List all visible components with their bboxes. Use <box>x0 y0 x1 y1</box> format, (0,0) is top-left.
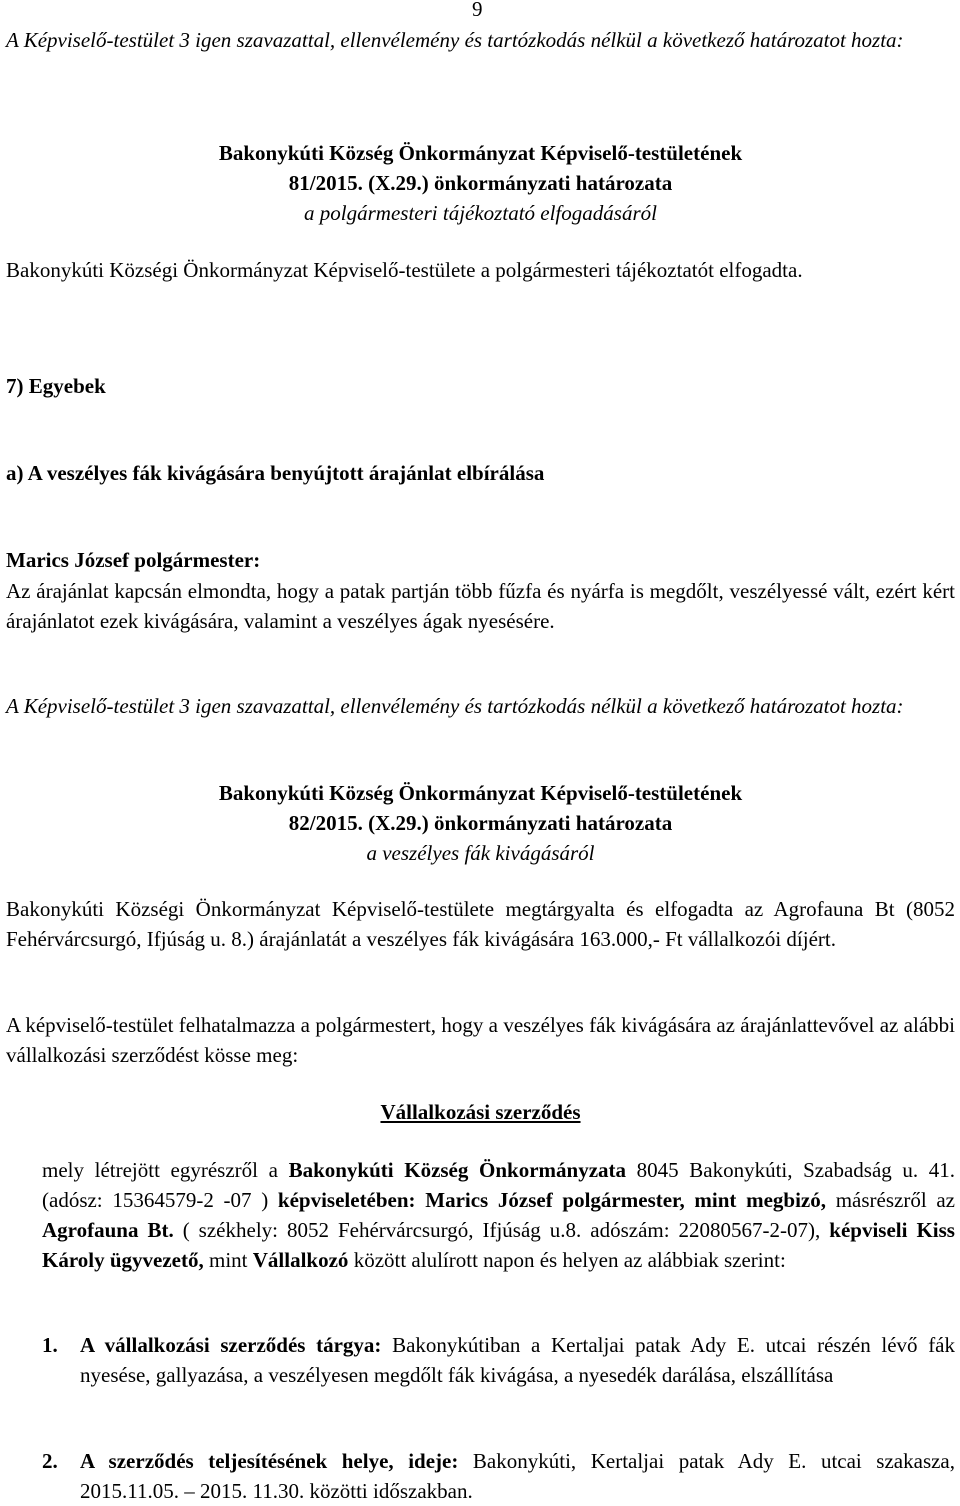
contract-item-1-body <box>80 1330 955 1390</box>
contract-title: Vállalkozási szerződés <box>380 1100 581 1124</box>
parties-text-2: 8045 Bakonykúti, Szabadság u. 41. (adósz: 15364579-2 -07 ) <box>42 1158 956 1212</box>
resolution-81-line2: 81/2015. (X.29.) önkormányzati határozata <box>288 171 673 195</box>
contract-item-1 <box>42 1330 955 1390</box>
speaker-text: Az árajánlat kapcsán elmondta, hogy a patak partján több fűzfa és nyárfa is megdőlt, veszélyessé vált, ezért kért árajánlatot ezek kivágására, valamint a veszélyes ágak nyesésére. <box>6 579 955 633</box>
resolution-81-header <box>6 138 955 228</box>
page-number: 9 <box>472 0 483 21</box>
vote-statement-2: A Képviselő-testület 3 igen szavazattal, ellenvélemény és tartózkodás nélkül a következő határozatot hozta: <box>6 694 904 718</box>
contract-item-2-text: Bakonykúti, Kertaljai patak Ady E. utcai szakasza, 2015.11.05. – 2015. 11.30. közötti időszakban. <box>80 1449 956 1503</box>
parties-contractor-role: Vállalkozó <box>252 1248 349 1272</box>
contract-item-1-text: Bakonykútiban a Kertaljai patak Ady E. utcai részén lévő fák nyesése, gallyazása, a veszélyesen megdőlt fák kivágása, a nyesedék darálása, elszállítása <box>80 1333 956 1387</box>
resolution-81-line3: a polgármesteri tájékoztató elfogadásáról <box>304 201 657 225</box>
parties-representative: képviseletében: Marics József polgármester, mint megbizó, <box>277 1188 826 1212</box>
contract-item-2-number: 2. <box>42 1449 58 1473</box>
parties-contractor: Agrofauna Bt. <box>42 1218 174 1242</box>
contract-item-2-body <box>80 1446 955 1506</box>
contract-item-1-label: A vállalkozási szerződés tárgya: <box>80 1333 382 1357</box>
resolution-81-body: Bakonykúti Községi Önkormányzat Képviselő-testülete a polgármesteri tájékoztatót elfogadta. <box>6 258 803 282</box>
authorization-text: A képviselő-testület felhatalmazza a polgármestert, hogy a veszélyes fák kivágására az árajánlattevővel az alábbi vállalkozási szerződést kösse meg: <box>6 1013 955 1067</box>
vote-statement-1: A Képviselő-testület 3 igen szavazattal, ellenvélemény és tartózkodás nélkül a következő határozatot hozta: <box>6 28 904 52</box>
resolution-81-line1: Bakonykúti Község Önkormányzat Képviselő-testületének <box>218 141 743 165</box>
resolution-82-body: Bakonykúti Községi Önkormányzat Képviselő-testülete megtárgyalta és elfogadta az Agrofauna Bt (8052 Fehérvárcsurgó, Ifjúság u. 8.) árajánlatát a veszélyes fák kivágására 163.000,- Ft vállalkozói díjért. <box>6 897 955 951</box>
resolution-82-line2: 82/2015. (X.29.) önkormányzati határozata <box>288 811 673 835</box>
contract-parties <box>42 1155 955 1275</box>
resolution-82-line1: Bakonykúti Község Önkormányzat Képviselő-testületének <box>218 781 743 805</box>
parties-text-5: mint <box>203 1248 253 1272</box>
section-heading-7: 7) Egyebek <box>6 374 106 398</box>
parties-text-6: között alulírott napon és helyen az alábbiak szerint: <box>348 1248 786 1272</box>
resolution-82-line3: a veszélyes fák kivágásáról <box>366 841 595 865</box>
parties-text-1: mely létrejött egyrészről a <box>42 1158 289 1182</box>
speaker-name: Marics József polgármester: <box>6 548 261 572</box>
contract-item-1-number: 1. <box>42 1333 58 1357</box>
section-heading-a: a) A veszélyes fák kivágására benyújtott árajánlat elbírálása <box>6 461 545 485</box>
parties-text-3: másrészről az <box>826 1188 955 1212</box>
contract-item-2-label: A szerződés teljesítésének helye, ideje: <box>80 1449 459 1473</box>
contract-item-2 <box>42 1446 955 1506</box>
parties-principal: Bakonykúti Község Önkormányzata <box>288 1158 627 1182</box>
resolution-82-header <box>6 778 955 868</box>
parties-contractor-rep: képviseli Kiss Károly ügyvezető, <box>42 1218 955 1272</box>
parties-text-4: ( székhely: 8052 Fehérvárcsurgó, Ifjúság u.8. adószám: 22080567-2-07), <box>173 1218 830 1242</box>
